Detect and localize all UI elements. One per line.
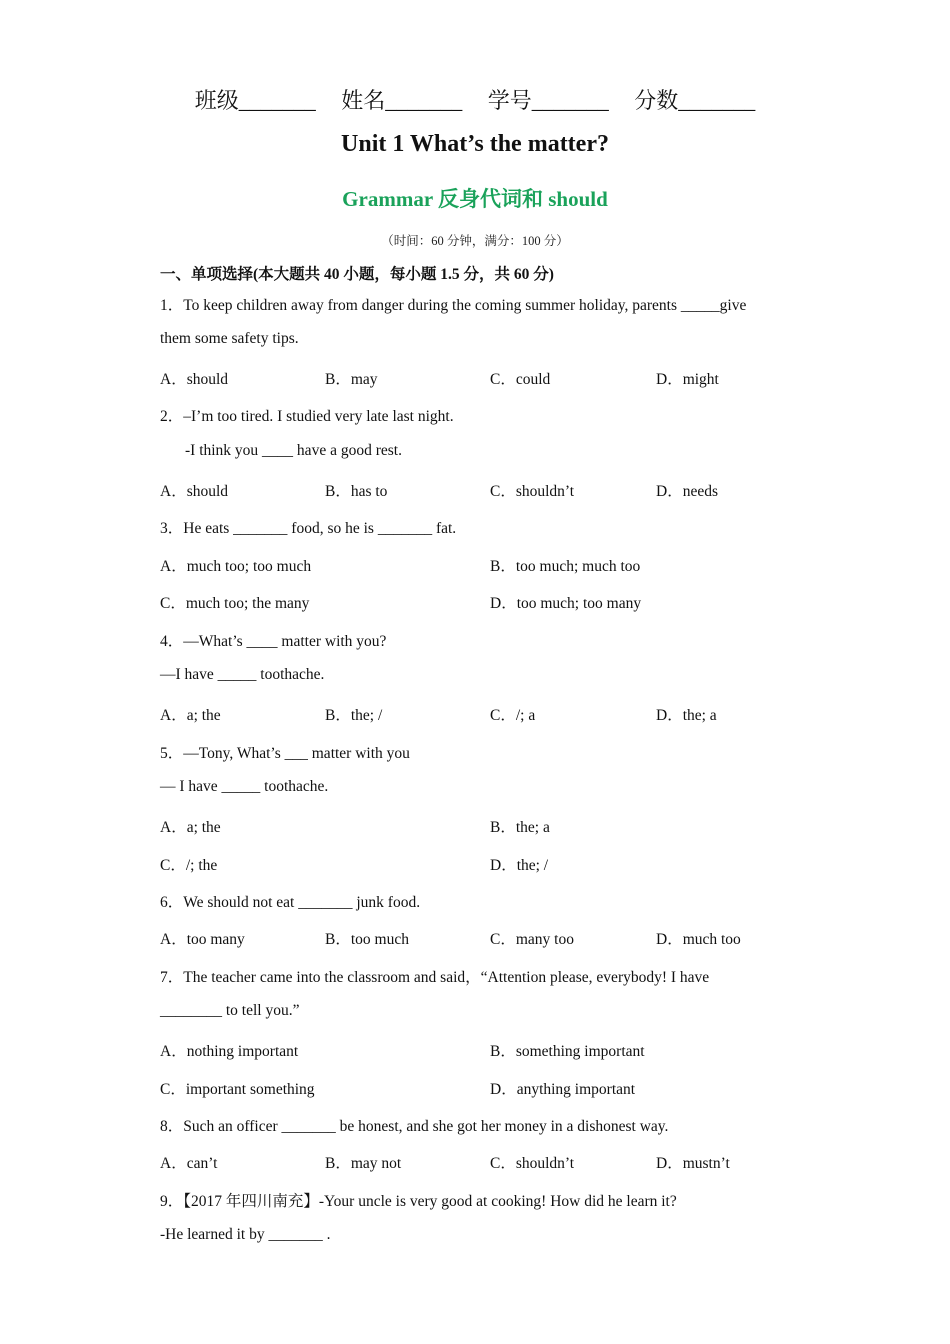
name-field: 姓名_______ <box>341 88 463 113</box>
question-5-stem: 5．—Tony, What’s ___ matter with you <box>160 745 410 762</box>
question-1-option-c: C．could <box>490 371 551 388</box>
question-2-stem-cont: -I think you ____ have a good rest. <box>185 442 402 459</box>
score-field: 分数_______ <box>634 88 756 113</box>
question-3-stem: 3．He eats _______ food, so he is _______ fat. <box>160 520 457 537</box>
question-3-option-a: A．much too; too much <box>160 558 312 575</box>
question-7-stem-cont: ________ to tell you.” <box>160 1002 300 1019</box>
question-6-option-c: C．many too <box>490 931 574 948</box>
question-2-option-a: A．should <box>160 483 229 500</box>
question-4-option-a: A．a; the <box>160 707 221 724</box>
page-subtitle: Grammar 反身代词和 should <box>342 187 608 211</box>
question-8-option-a: A．can’t <box>160 1155 218 1172</box>
time-note: （时间：60 分钟，满分：100 分） <box>381 234 569 248</box>
question-3-option-c: C．much too; the many <box>160 595 310 612</box>
class-field: 班级_______ <box>194 88 316 113</box>
question-4-option-d: D．the; a <box>656 707 717 724</box>
question-2-stem: 2．–I’m too tired. I studied very late last night. <box>160 408 454 425</box>
question-1-option-a: A．should <box>160 371 229 388</box>
question-6-option-b: B．too much <box>325 931 409 948</box>
question-8-stem: 8．Such an officer _______ be honest, and she got her money in a dishonest way. <box>160 1118 669 1135</box>
section-heading: 一、单项选择(本大题共 40 小题，每小题 1.5 分，共 60 分) <box>160 266 554 283</box>
question-7-option-d: D．anything important <box>490 1081 636 1098</box>
student-id-field: 学号_______ <box>487 88 609 113</box>
student-info-header <box>0 84 950 115</box>
question-6-stem: 6．We should not eat _______ junk food. <box>160 894 421 911</box>
question-7-option-a: A．nothing important <box>160 1043 299 1060</box>
question-1-option-b: B．may <box>325 371 378 388</box>
question-7-option-c: C．important something <box>160 1081 315 1098</box>
question-5-option-b: B．the; a <box>490 819 550 836</box>
page-title: Unit 1 What’s the matter? <box>341 131 609 157</box>
question-5-option-a: A．a; the <box>160 819 221 836</box>
question-7-stem: 7．The teacher came into the classroom and said，“Attention please, everybody! I have <box>160 969 710 986</box>
question-2-option-d: D．needs <box>656 483 718 500</box>
question-4-option-b: B．the; / <box>325 707 383 724</box>
question-8-option-d: D．mustn’t <box>656 1155 730 1172</box>
question-4-option-c: C．/; a <box>490 707 536 724</box>
question-2-option-c: C．shouldn’t <box>490 483 575 500</box>
question-9-stem-cont: -He learned it by _______ . <box>160 1226 331 1243</box>
question-7-option-b: B．something important <box>490 1043 645 1060</box>
question-3-option-d: D．too much; too many <box>490 595 642 612</box>
question-8-option-c: C．shouldn’t <box>490 1155 575 1172</box>
question-6-option-a: A．too many <box>160 931 245 948</box>
question-5-stem-cont: — I have _____ toothache. <box>160 778 329 795</box>
question-6-option-d: D．much too <box>656 931 741 948</box>
question-1-stem: 1．To keep children away from danger during the coming summer holiday, parents _____give <box>160 297 747 314</box>
question-3-option-b: B．too much; much too <box>490 558 641 575</box>
question-2-option-b: B．has to <box>325 483 388 500</box>
question-4-stem: 4．—What’s ____ matter with you? <box>160 633 387 650</box>
question-8-option-b: B．may not <box>325 1155 402 1172</box>
question-9-stem: 9．【2017 年四川南充】-Your uncle is very good at cooking! How did he learn it? <box>160 1193 677 1210</box>
question-4-stem-cont: —I have _____ toothache. <box>160 666 325 683</box>
question-5-option-c: C．/; the <box>160 857 218 874</box>
question-1-option-d: D．might <box>656 371 719 388</box>
question-1-stem-cont: them some safety tips. <box>160 330 299 347</box>
question-5-option-d: D．the; / <box>490 857 549 874</box>
